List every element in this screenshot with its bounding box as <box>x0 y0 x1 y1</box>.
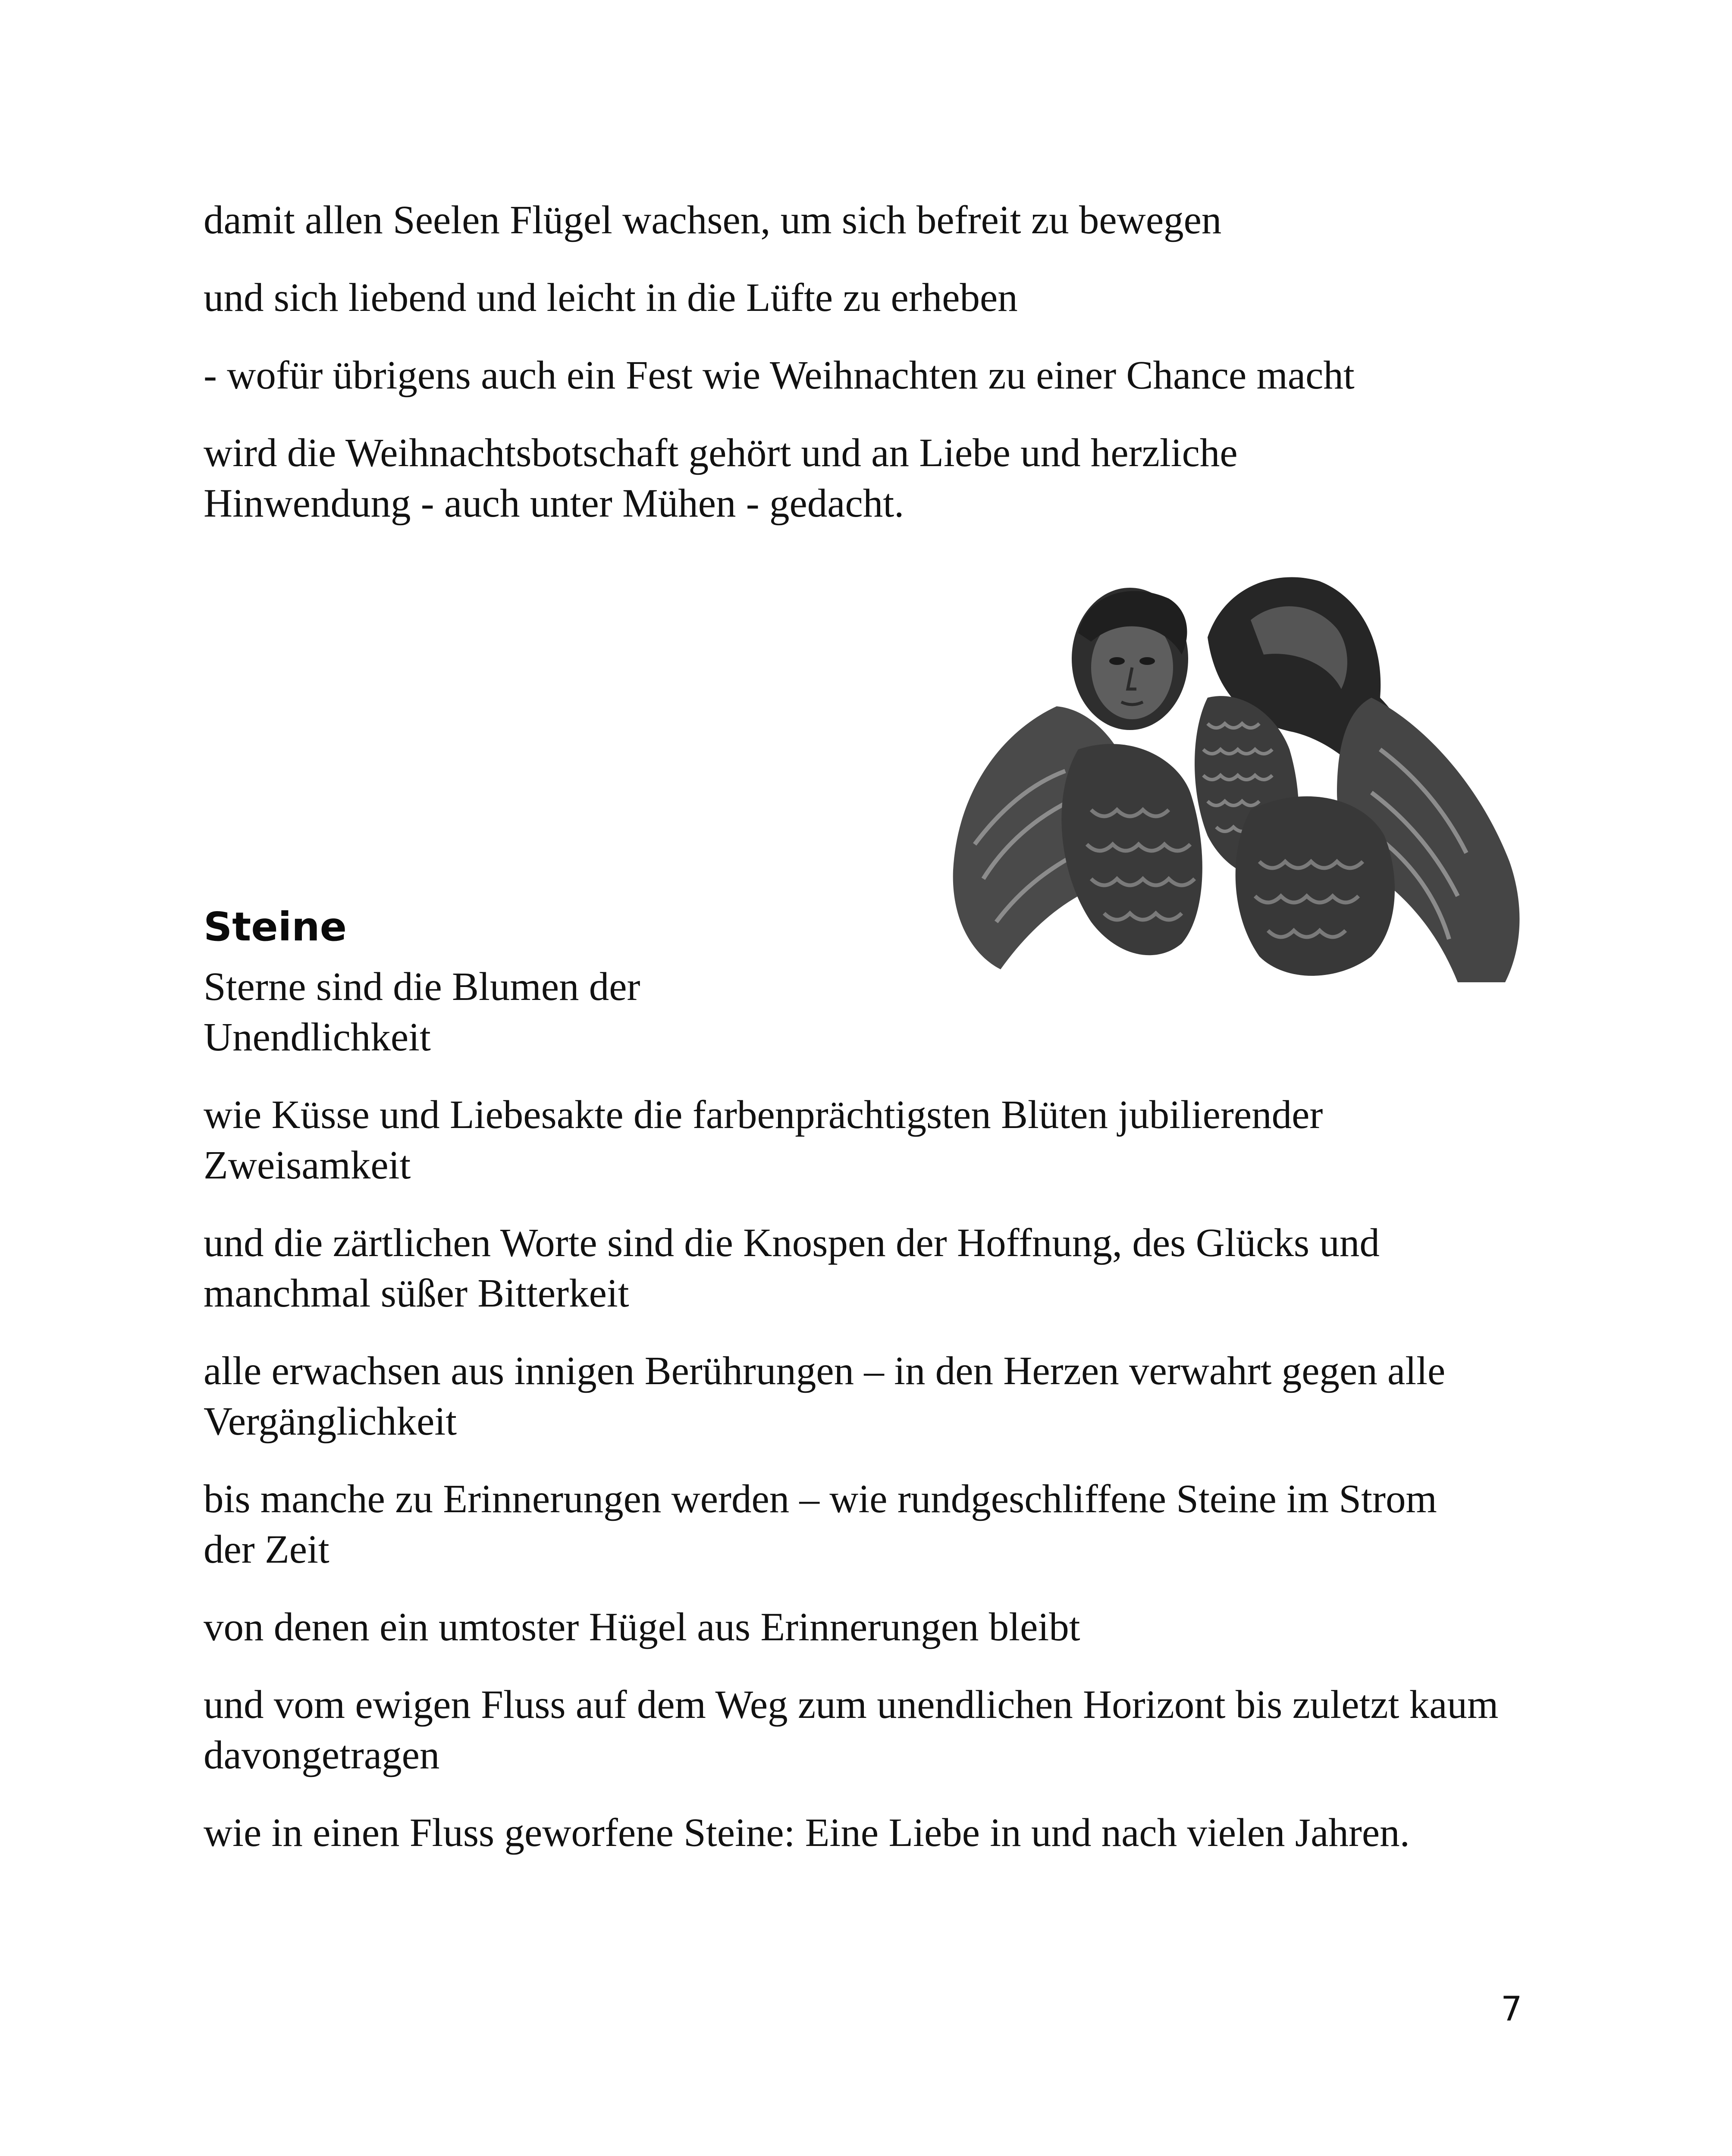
paragraph: alle erwachsen aus innigen Berührungen – in den Herzen verwahrt gegen alle Vergänglichkeit <box>204 1349 1446 1444</box>
paragraph: bis manche zu Erinnerungen werden – wie rundgeschliffene Steine im Strom der Zeit <box>204 1477 1437 1572</box>
page-number: 7 <box>1501 1990 1522 2029</box>
paragraph: wie in einen Fluss geworfene Steine: Eine Liebe in und nach vielen Jahren. <box>204 1811 1410 1855</box>
paragraph: und sich liebend und leicht in die Lüfte zu erheben <box>204 276 1018 320</box>
paragraph: und die zärtlichen Worte sind die Knospen der Hoffnung, des Glücks und manchmal süßer Bitterkeit <box>204 1221 1380 1316</box>
paragraph: Sterne sind die Blumen der Unendlichkeit <box>204 965 640 1059</box>
paragraph: damit allen Seelen Flügel wachsen, um sich befreit zu bewegen <box>204 198 1222 242</box>
paragraph: wie Küsse und Liebesakte die farbenprächtigsten Blüten jubilierender Zweisamkeit <box>204 1093 1323 1188</box>
paragraph: von denen ein umtoster Hügel aus Erinnerungen bleibt <box>204 1605 1080 1649</box>
top-text-block <box>204 195 1541 556</box>
paragraph: - wofür übrigens auch ein Fest wie Weihnachten zu einer Chance macht <box>204 353 1355 398</box>
section-heading: Steine <box>204 904 347 950</box>
paragraph: wird die Weihnachtsbotschaft gehört und an Liebe und herzliche Hinwendung - auch unter Mühen - gedacht. <box>204 431 1238 526</box>
paragraph: und vom ewigen Fluss auf dem Weg zum unendlichen Horizont bis zuletzt kaum davongetragen <box>204 1683 1499 1777</box>
section-steine <box>204 901 1541 1885</box>
